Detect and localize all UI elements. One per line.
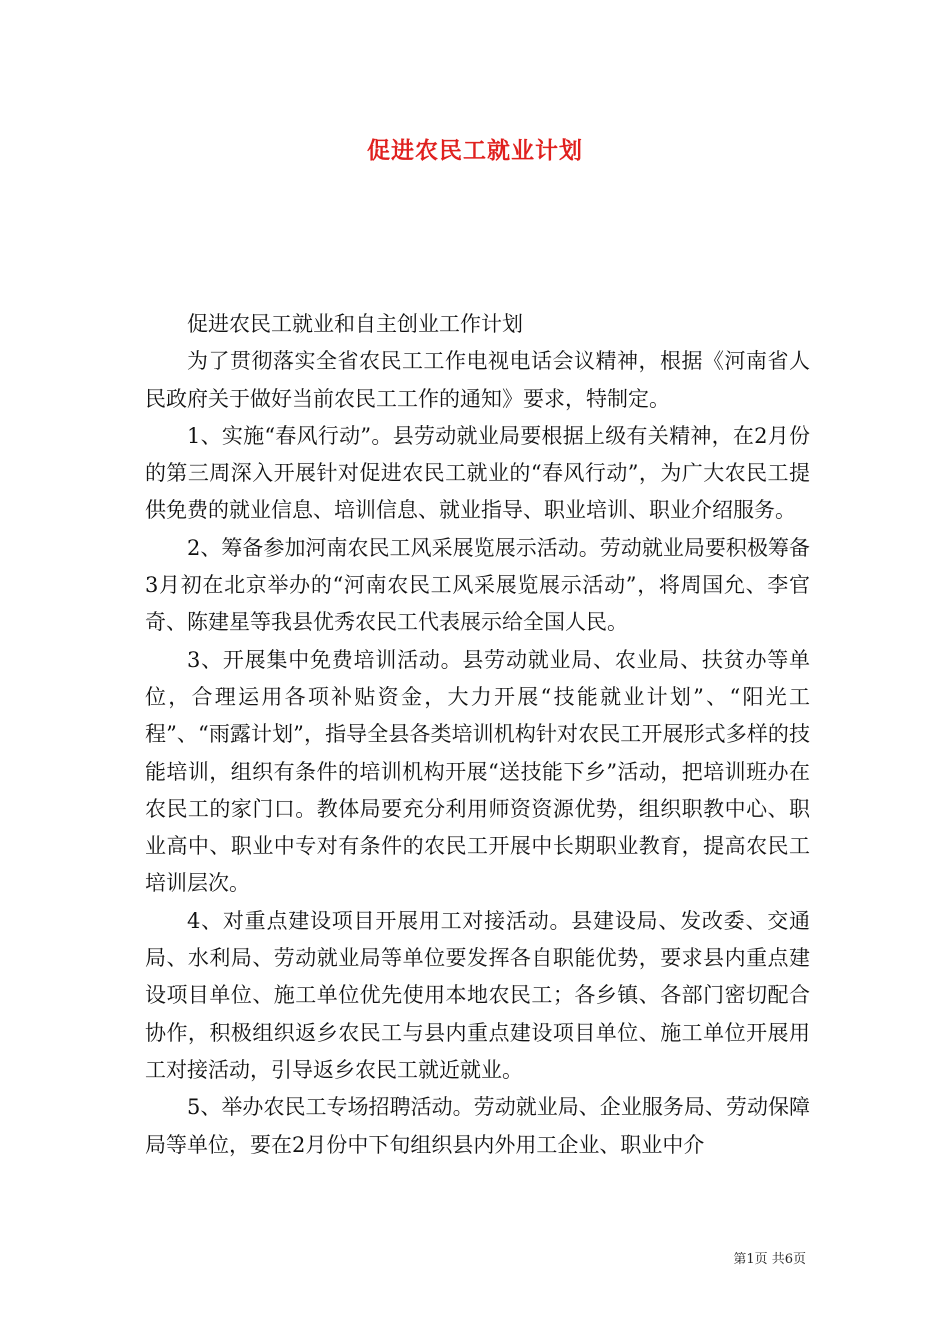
- paragraph-item-5: 5、举办农民工专场招聘活动。劳动就业局、企业服务局、劳动保障局等单位，要在2月份中下旬组织县内外用工企业、职业中介: [145, 1095, 810, 1157]
- document-title: 促进农民工就业计划: [367, 137, 583, 164]
- paragraph-item-3: 3、开展集中免费培训活动。县劳动就业局、农业局、扶贫办等单位，合理运用各项补贴资金，大力开展“技能就业计划”、“阳光工程”、“雨露计划”，指导全县各类培训机构针对农民工开展形式多样的技能培训，组织有条件的培训机构开展“送技能下乡”活动，把培训班办在农民工的家门口。教体局要充分利用师资资源优势，组织职教中心、职业高中、职业中专对有条件的农民工开展中长期职业教育，提高农民工培训层次。: [145, 647, 810, 896]
- paragraph-item-2: 2、筹备参加河南农民工风采展览展示活动。劳动就业局要积极筹备3月初在北京举办的“河南农民工风采展览展示活动”，将周国允、李官奇、陈建星等我县优秀农民工代表展示给全国人民。: [145, 535, 810, 635]
- document-body: [145, 306, 810, 1164]
- paragraph-item-1: 1、实施“春风行动”。县劳动就业局要根据上级有关精神，在2月份的第三周深入开展针对促进农民工就业的“春风行动”，为广大农民工提供免费的就业信息、培训信息、就业指导、职业培训、职业介绍服务。: [145, 423, 810, 523]
- paragraph-item-4: 4、对重点建设项目开展用工对接活动。县建设局、发改委、交通局、水利局、劳动就业局等单位要发挥各自职能优势，要求县内重点建设项目单位、施工单位优先使用本地农民工；各乡镇、各部门密切配合协作，积极组织返乡农民工与县内重点建设项目单位、施工单位开展用工对接活动，引导返乡农民工就近就业。: [145, 908, 810, 1082]
- paragraph-subtitle: 促进农民工就业和自主创业工作计划: [187, 312, 523, 336]
- page-number-footer: 第1页 共6页: [733, 1252, 806, 1267]
- paragraph-intro: 为了贯彻落实全省农民工工作电视电话会议精神，根据《河南省人民政府关于做好当前农民工工作的通知》要求，特制定。: [145, 349, 810, 411]
